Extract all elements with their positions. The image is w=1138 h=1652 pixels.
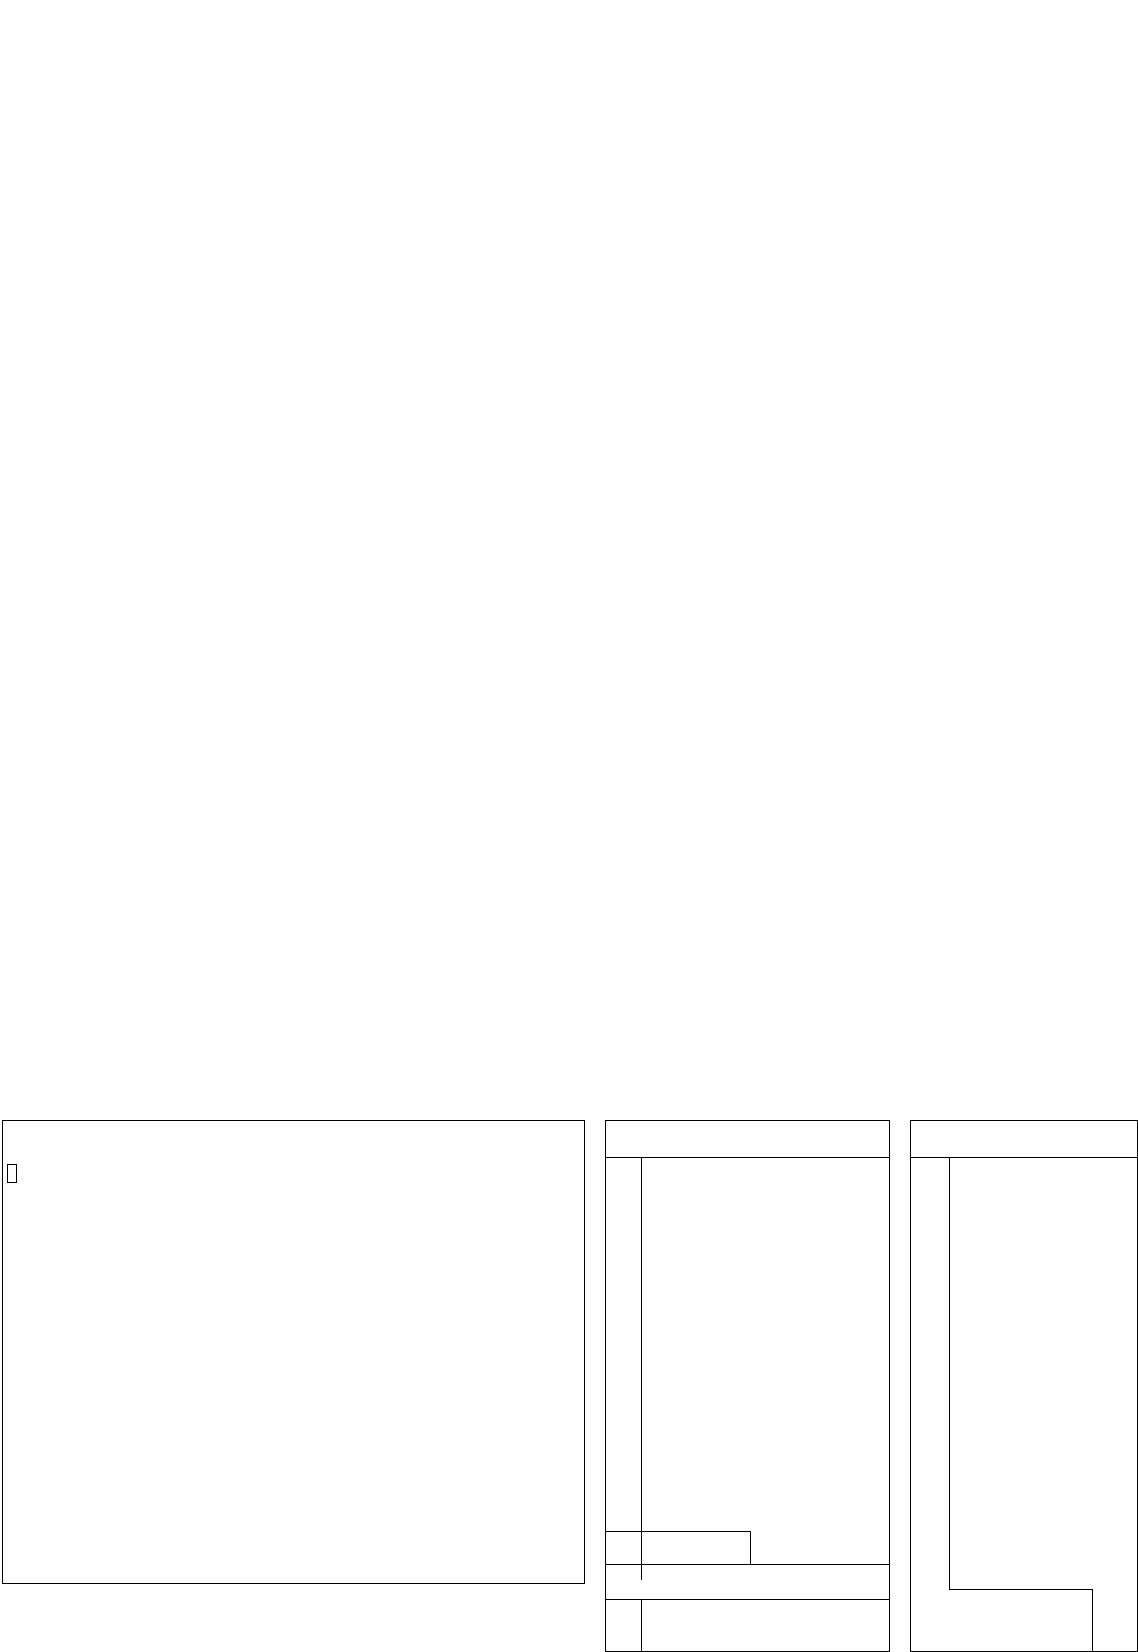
tile-lay-format [7,1164,17,1183]
upgrade-tables-right [910,1120,1138,1652]
upgrade-tables-middle [605,1120,890,1652]
instruction-2 [7,1165,578,1183]
yg-divider [641,1157,642,1580]
instructions-panel [2,1120,585,1584]
